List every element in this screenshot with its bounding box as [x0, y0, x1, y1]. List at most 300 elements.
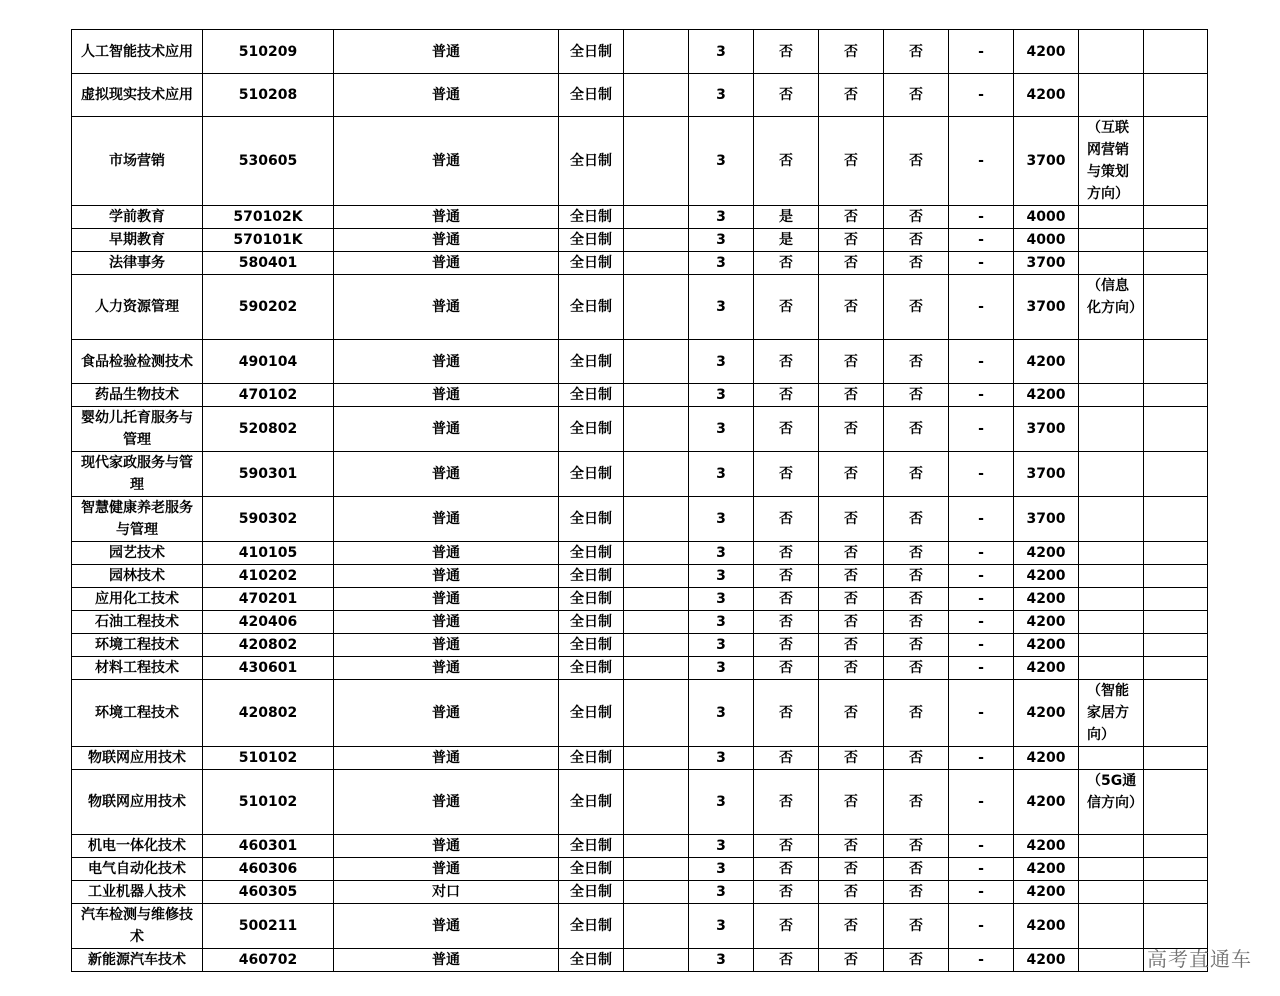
- cell-fee: 4200: [1014, 384, 1079, 407]
- cell-c2: 否: [819, 229, 884, 252]
- cell-c1: 否: [754, 384, 819, 407]
- cell-dash: -: [949, 747, 1014, 770]
- cell-extra: [1144, 252, 1208, 275]
- table-row: [72, 747, 1208, 770]
- cell-fee: 4000: [1014, 229, 1079, 252]
- cell-extra: [1144, 904, 1208, 949]
- cell-name: 应用化工技术: [72, 588, 203, 611]
- cell-mode: 全日制: [559, 904, 624, 949]
- cell-dash: -: [949, 770, 1014, 835]
- cell-code: 470201: [203, 588, 334, 611]
- table-row: [72, 858, 1208, 881]
- cell-blank: [624, 206, 689, 229]
- cell-c3: 否: [884, 117, 949, 206]
- table-row: [72, 252, 1208, 275]
- cell-name: 环境工程技术: [72, 680, 203, 747]
- cell-c3: 否: [884, 206, 949, 229]
- cell-note: （智能家居方向）: [1079, 680, 1144, 747]
- table-row: [72, 407, 1208, 452]
- cell-extra: [1144, 340, 1208, 384]
- cell-code: 590202: [203, 275, 334, 340]
- cell-name: 现代家政服务与管理: [72, 452, 203, 497]
- cell-mode: 全日制: [559, 206, 624, 229]
- table-row: [72, 384, 1208, 407]
- cell-extra: [1144, 657, 1208, 680]
- cell-name: 早期教育: [72, 229, 203, 252]
- cell-c2: 否: [819, 30, 884, 74]
- cell-dash: -: [949, 611, 1014, 634]
- cell-fee: 3700: [1014, 252, 1079, 275]
- cell-c1: 否: [754, 770, 819, 835]
- cell-code: 530605: [203, 117, 334, 206]
- cell-c1: 否: [754, 904, 819, 949]
- cell-name: 市场营销: [72, 117, 203, 206]
- cell-code: 410202: [203, 565, 334, 588]
- cell-name: 法律事务: [72, 252, 203, 275]
- table-row: [72, 497, 1208, 542]
- cell-name: 智慧健康养老服务与管理: [72, 497, 203, 542]
- cell-name: 园艺技术: [72, 542, 203, 565]
- cell-c3: 否: [884, 275, 949, 340]
- cell-extra: [1144, 384, 1208, 407]
- cell-name: 人工智能技术应用: [72, 30, 203, 74]
- cell-extra: [1144, 634, 1208, 657]
- cell-blank: [624, 680, 689, 747]
- cell-years: 3: [689, 407, 754, 452]
- cell-note: [1079, 588, 1144, 611]
- cell-c2: 否: [819, 904, 884, 949]
- majors-table: [71, 29, 1208, 972]
- cell-code: 410105: [203, 542, 334, 565]
- cell-fee: 3700: [1014, 407, 1079, 452]
- cell-c2: 否: [819, 949, 884, 972]
- cell-c1: 否: [754, 611, 819, 634]
- cell-type: 普通: [334, 770, 559, 835]
- cell-dash: -: [949, 680, 1014, 747]
- table-row: [72, 30, 1208, 74]
- cell-type: 普通: [334, 340, 559, 384]
- cell-name: 环境工程技术: [72, 634, 203, 657]
- cell-c3: 否: [884, 384, 949, 407]
- cell-name: 电气自动化技术: [72, 858, 203, 881]
- cell-c3: 否: [884, 858, 949, 881]
- cell-c3: 否: [884, 904, 949, 949]
- cell-years: 3: [689, 835, 754, 858]
- cell-years: 3: [689, 611, 754, 634]
- cell-dash: -: [949, 565, 1014, 588]
- cell-c2: 否: [819, 588, 884, 611]
- cell-note: [1079, 657, 1144, 680]
- cell-extra: [1144, 30, 1208, 74]
- table-row: [72, 565, 1208, 588]
- cell-c1: 否: [754, 340, 819, 384]
- cell-blank: [624, 275, 689, 340]
- cell-years: 3: [689, 452, 754, 497]
- cell-c2: 否: [819, 565, 884, 588]
- cell-extra: [1144, 858, 1208, 881]
- cell-dash: -: [949, 588, 1014, 611]
- cell-mode: 全日制: [559, 858, 624, 881]
- cell-code: 590301: [203, 452, 334, 497]
- cell-years: 3: [689, 74, 754, 117]
- cell-c2: 否: [819, 117, 884, 206]
- cell-fee: 4200: [1014, 858, 1079, 881]
- cell-c2: 否: [819, 497, 884, 542]
- cell-mode: 全日制: [559, 275, 624, 340]
- table-row: [72, 229, 1208, 252]
- cell-note: [1079, 542, 1144, 565]
- cell-dash: -: [949, 407, 1014, 452]
- cell-name: 虚拟现实技术应用: [72, 74, 203, 117]
- cell-extra: [1144, 117, 1208, 206]
- cell-dash: -: [949, 881, 1014, 904]
- cell-code: 420802: [203, 680, 334, 747]
- cell-note: [1079, 407, 1144, 452]
- cell-c3: 否: [884, 229, 949, 252]
- cell-mode: 全日制: [559, 770, 624, 835]
- cell-years: 3: [689, 252, 754, 275]
- cell-c2: 否: [819, 634, 884, 657]
- cell-name: 新能源汽车技术: [72, 949, 203, 972]
- cell-blank: [624, 858, 689, 881]
- cell-years: 3: [689, 858, 754, 881]
- cell-c1: 是: [754, 229, 819, 252]
- table-row: [72, 835, 1208, 858]
- cell-type: 普通: [334, 384, 559, 407]
- cell-years: 3: [689, 565, 754, 588]
- cell-c1: 否: [754, 74, 819, 117]
- cell-name: 材料工程技术: [72, 657, 203, 680]
- cell-mode: 全日制: [559, 657, 624, 680]
- cell-fee: 4200: [1014, 657, 1079, 680]
- cell-mode: 全日制: [559, 835, 624, 858]
- table-row: [72, 452, 1208, 497]
- cell-mode: 全日制: [559, 497, 624, 542]
- cell-type: 普通: [334, 229, 559, 252]
- cell-c1: 否: [754, 747, 819, 770]
- cell-mode: 全日制: [559, 340, 624, 384]
- cell-note: [1079, 30, 1144, 74]
- table-row: [72, 117, 1208, 206]
- cell-c2: 否: [819, 835, 884, 858]
- cell-extra: [1144, 542, 1208, 565]
- cell-type: 普通: [334, 542, 559, 565]
- cell-code: 570102K: [203, 206, 334, 229]
- cell-note: [1079, 747, 1144, 770]
- cell-years: 3: [689, 497, 754, 542]
- cell-c1: 否: [754, 858, 819, 881]
- cell-type: 普通: [334, 497, 559, 542]
- cell-blank: [624, 497, 689, 542]
- cell-type: 普通: [334, 858, 559, 881]
- cell-c2: 否: [819, 275, 884, 340]
- cell-c3: 否: [884, 252, 949, 275]
- cell-c1: 否: [754, 588, 819, 611]
- cell-c2: 否: [819, 858, 884, 881]
- cell-c3: 否: [884, 588, 949, 611]
- cell-dash: -: [949, 117, 1014, 206]
- cell-dash: -: [949, 74, 1014, 117]
- cell-type: 普通: [334, 657, 559, 680]
- cell-c1: 否: [754, 30, 819, 74]
- cell-name: 园林技术: [72, 565, 203, 588]
- cell-mode: 全日制: [559, 747, 624, 770]
- cell-c1: 否: [754, 275, 819, 340]
- cell-note: [1079, 340, 1144, 384]
- cell-mode: 全日制: [559, 881, 624, 904]
- cell-dash: -: [949, 858, 1014, 881]
- cell-fee: 4000: [1014, 206, 1079, 229]
- cell-type: 普通: [334, 949, 559, 972]
- cell-fee: 4200: [1014, 881, 1079, 904]
- cell-years: 3: [689, 30, 754, 74]
- cell-years: 3: [689, 747, 754, 770]
- cell-code: 590302: [203, 497, 334, 542]
- cell-code: 510208: [203, 74, 334, 117]
- cell-blank: [624, 30, 689, 74]
- cell-dash: -: [949, 542, 1014, 565]
- cell-type: 普通: [334, 904, 559, 949]
- cell-blank: [624, 657, 689, 680]
- cell-years: 3: [689, 680, 754, 747]
- cell-blank: [624, 770, 689, 835]
- cell-mode: 全日制: [559, 588, 624, 611]
- cell-extra: [1144, 747, 1208, 770]
- cell-years: 3: [689, 949, 754, 972]
- cell-dash: -: [949, 384, 1014, 407]
- cell-mode: 全日制: [559, 407, 624, 452]
- table-row: [72, 634, 1208, 657]
- cell-blank: [624, 117, 689, 206]
- cell-c1: 否: [754, 680, 819, 747]
- cell-blank: [624, 747, 689, 770]
- table-row: [72, 881, 1208, 904]
- cell-c3: 否: [884, 452, 949, 497]
- cell-c3: 否: [884, 497, 949, 542]
- cell-type: 普通: [334, 680, 559, 747]
- cell-c3: 否: [884, 657, 949, 680]
- cell-code: 520802: [203, 407, 334, 452]
- cell-extra: [1144, 407, 1208, 452]
- cell-dash: -: [949, 949, 1014, 972]
- cell-note: [1079, 497, 1144, 542]
- cell-type: 普通: [334, 452, 559, 497]
- table-row: [72, 949, 1208, 972]
- cell-blank: [624, 542, 689, 565]
- cell-c1: 否: [754, 881, 819, 904]
- cell-type: 普通: [334, 565, 559, 588]
- cell-type: 普通: [334, 74, 559, 117]
- cell-blank: [624, 340, 689, 384]
- cell-blank: [624, 407, 689, 452]
- cell-dash: -: [949, 30, 1014, 74]
- cell-name: 食品检验检测技术: [72, 340, 203, 384]
- cell-fee: 3700: [1014, 117, 1079, 206]
- cell-fee: 4200: [1014, 770, 1079, 835]
- cell-c2: 否: [819, 747, 884, 770]
- cell-code: 570101K: [203, 229, 334, 252]
- cell-years: 3: [689, 770, 754, 835]
- cell-extra: [1144, 611, 1208, 634]
- cell-c1: 否: [754, 497, 819, 542]
- cell-code: 510102: [203, 747, 334, 770]
- cell-note: [1079, 835, 1144, 858]
- cell-mode: 全日制: [559, 252, 624, 275]
- cell-years: 3: [689, 881, 754, 904]
- cell-c1: 否: [754, 252, 819, 275]
- table-row: [72, 680, 1208, 747]
- cell-name: 石油工程技术: [72, 611, 203, 634]
- cell-type: 普通: [334, 634, 559, 657]
- cell-c3: 否: [884, 680, 949, 747]
- cell-blank: [624, 588, 689, 611]
- cell-dash: -: [949, 497, 1014, 542]
- cell-dash: -: [949, 252, 1014, 275]
- cell-fee: 4200: [1014, 949, 1079, 972]
- cell-dash: -: [949, 275, 1014, 340]
- cell-blank: [624, 252, 689, 275]
- cell-years: 3: [689, 206, 754, 229]
- cell-type: 普通: [334, 252, 559, 275]
- cell-dash: -: [949, 835, 1014, 858]
- cell-mode: 全日制: [559, 611, 624, 634]
- cell-c1: 否: [754, 565, 819, 588]
- cell-name: 汽车检测与维修技术: [72, 904, 203, 949]
- cell-c3: 否: [884, 74, 949, 117]
- cell-type: 普通: [334, 117, 559, 206]
- cell-years: 3: [689, 542, 754, 565]
- cell-dash: -: [949, 657, 1014, 680]
- cell-fee: 4200: [1014, 74, 1079, 117]
- cell-c2: 否: [819, 680, 884, 747]
- cell-years: 3: [689, 657, 754, 680]
- cell-years: 3: [689, 340, 754, 384]
- cell-fee: 4200: [1014, 835, 1079, 858]
- cell-code: 420802: [203, 634, 334, 657]
- cell-blank: [624, 452, 689, 497]
- cell-extra: [1144, 680, 1208, 747]
- cell-code: 500211: [203, 904, 334, 949]
- cell-c2: 否: [819, 206, 884, 229]
- cell-dash: -: [949, 452, 1014, 497]
- cell-fee: 3700: [1014, 497, 1079, 542]
- cell-type: 普通: [334, 275, 559, 340]
- cell-blank: [624, 384, 689, 407]
- cell-years: 3: [689, 229, 754, 252]
- cell-name: 机电一体化技术: [72, 835, 203, 858]
- cell-c2: 否: [819, 881, 884, 904]
- cell-extra: [1144, 835, 1208, 858]
- cell-c2: 否: [819, 384, 884, 407]
- cell-extra: [1144, 497, 1208, 542]
- cell-fee: 4200: [1014, 634, 1079, 657]
- cell-mode: 全日制: [559, 229, 624, 252]
- table-row: [72, 206, 1208, 229]
- cell-name: 人力资源管理: [72, 275, 203, 340]
- cell-years: 3: [689, 904, 754, 949]
- cell-fee: 4200: [1014, 588, 1079, 611]
- cell-extra: [1144, 881, 1208, 904]
- cell-type: 普通: [334, 611, 559, 634]
- cell-note: [1079, 452, 1144, 497]
- cell-c3: 否: [884, 407, 949, 452]
- cell-c2: 否: [819, 611, 884, 634]
- cell-name: 物联网应用技术: [72, 770, 203, 835]
- cell-extra: [1144, 74, 1208, 117]
- cell-type: 普通: [334, 407, 559, 452]
- cell-c1: 否: [754, 657, 819, 680]
- cell-fee: 4200: [1014, 340, 1079, 384]
- table-row: [72, 611, 1208, 634]
- cell-fee: 4200: [1014, 680, 1079, 747]
- cell-type: 普通: [334, 747, 559, 770]
- cell-c3: 否: [884, 565, 949, 588]
- cell-name: 药品生物技术: [72, 384, 203, 407]
- cell-note: [1079, 229, 1144, 252]
- cell-c3: 否: [884, 770, 949, 835]
- cell-c2: 否: [819, 340, 884, 384]
- cell-c1: 否: [754, 542, 819, 565]
- cell-mode: 全日制: [559, 30, 624, 74]
- cell-name: 婴幼儿托育服务与管理: [72, 407, 203, 452]
- cell-blank: [624, 229, 689, 252]
- cell-dash: -: [949, 206, 1014, 229]
- cell-type: 普通: [334, 835, 559, 858]
- table-row: [72, 74, 1208, 117]
- cell-years: 3: [689, 384, 754, 407]
- cell-note: （5G通信方向）: [1079, 770, 1144, 835]
- cell-years: 3: [689, 588, 754, 611]
- cell-code: 420406: [203, 611, 334, 634]
- cell-fee: 3700: [1014, 275, 1079, 340]
- cell-fee: 4200: [1014, 611, 1079, 634]
- cell-note: [1079, 949, 1144, 972]
- cell-code: 460306: [203, 858, 334, 881]
- cell-blank: [624, 565, 689, 588]
- cell-mode: 全日制: [559, 680, 624, 747]
- cell-code: 580401: [203, 252, 334, 275]
- cell-c1: 否: [754, 634, 819, 657]
- table-row: [72, 770, 1208, 835]
- cell-blank: [624, 904, 689, 949]
- cell-blank: [624, 634, 689, 657]
- cell-note: [1079, 565, 1144, 588]
- cell-dash: -: [949, 634, 1014, 657]
- cell-years: 3: [689, 275, 754, 340]
- table-row: [72, 340, 1208, 384]
- table-row: [72, 588, 1208, 611]
- cell-dash: -: [949, 340, 1014, 384]
- cell-name: 物联网应用技术: [72, 747, 203, 770]
- cell-dash: -: [949, 229, 1014, 252]
- cell-c3: 否: [884, 340, 949, 384]
- cell-c2: 否: [819, 452, 884, 497]
- cell-fee: 4200: [1014, 565, 1079, 588]
- cell-fee: 4200: [1014, 542, 1079, 565]
- cell-fee: 4200: [1014, 30, 1079, 74]
- cell-fee: 3700: [1014, 452, 1079, 497]
- cell-c3: 否: [884, 835, 949, 858]
- cell-mode: 全日制: [559, 565, 624, 588]
- cell-extra: [1144, 452, 1208, 497]
- cell-code: 460702: [203, 949, 334, 972]
- cell-mode: 全日制: [559, 949, 624, 972]
- cell-code: 490104: [203, 340, 334, 384]
- cell-extra: [1144, 770, 1208, 835]
- cell-c3: 否: [884, 747, 949, 770]
- cell-extra: [1144, 588, 1208, 611]
- cell-blank: [624, 949, 689, 972]
